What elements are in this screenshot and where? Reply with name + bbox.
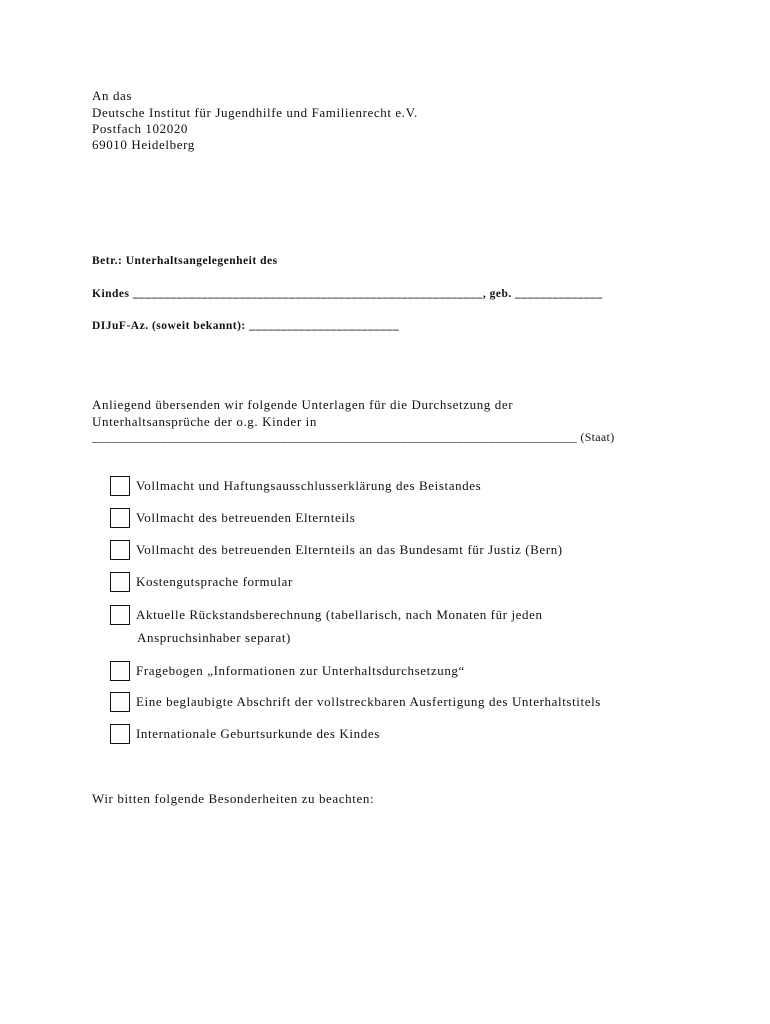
checkbox[interactable] (110, 724, 130, 744)
checklist-item-label: Vollmacht des betreuenden Elternteils (136, 510, 356, 525)
subject-kindes-field[interactable]: Kindes ________________________________________________________, geb. ______________ (92, 288, 603, 300)
checkbox[interactable] (110, 508, 130, 528)
subject-az-field[interactable]: DIJuF-Az. (soweit bekannt): ________________________ (92, 320, 400, 332)
intro-line-2: Unterhaltsansprüche der o.g. Kinder in (92, 414, 317, 429)
checklist-item-kostengutsprache[interactable] (110, 571, 293, 593)
checklist-item-label: Internationale Geburtsurkunde des Kindes (136, 726, 380, 741)
checklist-item-geburtsurkunde[interactable] (110, 723, 380, 745)
checkbox[interactable] (110, 572, 130, 592)
closing-text: Wir bitten folgende Besonderheiten zu beachten: (92, 791, 375, 806)
checkbox[interactable] (110, 540, 130, 560)
checklist-item-vollmacht-elternteil[interactable] (110, 507, 355, 529)
checkbox[interactable] (110, 605, 130, 625)
intro-line-1: Anliegend übersenden wir folgende Unterlagen für die Durchsetzung der (92, 397, 514, 412)
checklist-item-vollmacht-bundesamt[interactable] (110, 539, 563, 561)
checklist-item-label: Fragebogen „Informationen zur Unterhaltsdurchsetzung“ (136, 663, 465, 678)
address-line-3: Postfach 102020 (92, 121, 189, 136)
checklist-item-label: Kostengutsprache formular (136, 574, 293, 589)
address-line-4: 69010 Heidelberg (92, 137, 195, 152)
checkbox[interactable] (110, 661, 130, 681)
checklist-item-fragebogen[interactable] (110, 660, 465, 682)
intro-state-field[interactable]: _____________________________________________________________________________ (Staat) (92, 430, 615, 444)
checkbox[interactable] (110, 692, 130, 712)
address-line-2: Deutsche Institut für Jugendhilfe und Familienrecht e.V. (92, 105, 418, 120)
subject-betr: Betr.: Unterhaltsangelegenheit des (92, 255, 278, 267)
checklist-item-label: Eine beglaubigte Abschrift der vollstreckbaren Ausfertigung des Unterhaltstitels (136, 694, 601, 709)
checklist-item-label: Aktuelle Rückstandsberechnung (tabellarisch, nach Monaten für jeden (136, 607, 543, 622)
checklist-item-vollmacht-haftung[interactable] (110, 475, 481, 497)
checklist-item-label: Vollmacht und Haftungsausschlusserklärung des Beistandes (136, 478, 482, 493)
checklist-item-label-continued: Anspruchsinhaber separat) (137, 630, 291, 645)
checklist-item-label: Vollmacht des betreuenden Elternteils an das Bundesamt für Justiz (Bern) (136, 542, 563, 557)
address-line-1: An das (92, 88, 133, 103)
checklist-item-rueckstandsberechnung[interactable] (110, 604, 543, 626)
checkbox[interactable] (110, 476, 130, 496)
checklist-item-abschrift[interactable] (110, 691, 601, 713)
